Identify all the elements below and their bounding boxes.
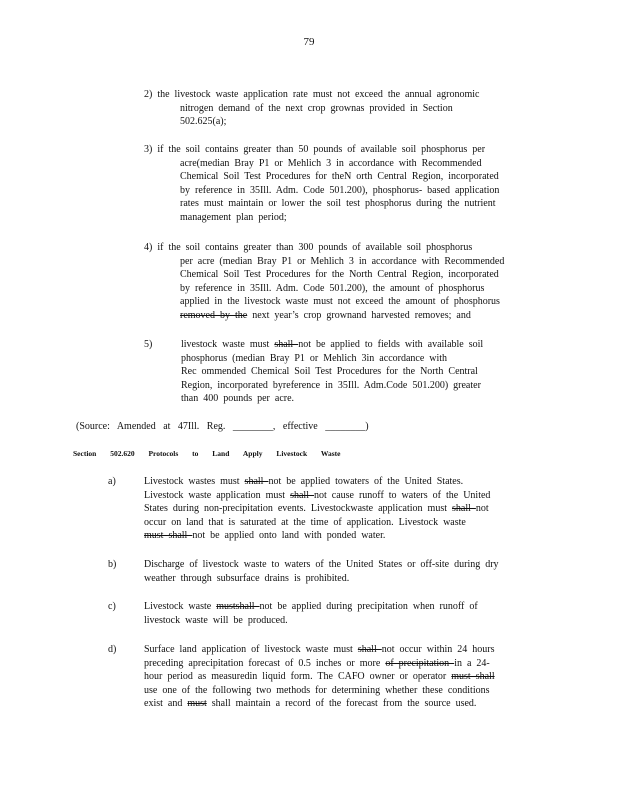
text-line xyxy=(144,502,544,516)
text-line xyxy=(144,157,544,171)
subsection-c xyxy=(144,600,544,627)
text-run: per acre (median Bray P1 or Mehlich 3 in accordance with Recommended xyxy=(180,255,505,267)
text-line xyxy=(144,184,544,198)
text-line xyxy=(144,309,544,323)
struck-text: shall xyxy=(274,339,299,350)
text-run: use one of the following two methods for determining whether these conditions xyxy=(144,684,490,696)
text-run: livestock waste will be produced. xyxy=(144,614,288,626)
text-run: by reference in 35Ill. Adm. Code 501.200), phosphorus- based application xyxy=(180,184,500,196)
text-line xyxy=(144,600,544,614)
text-line xyxy=(144,643,544,657)
text-line xyxy=(144,697,544,711)
text-line xyxy=(144,295,544,309)
text-line xyxy=(144,102,544,116)
text-run: occur on land that is saturated at the time of application. Livestock waste xyxy=(144,516,466,528)
subsection-a-label: a) xyxy=(108,476,116,487)
text-run: livestock waste must xyxy=(181,339,275,350)
text-line xyxy=(144,268,544,282)
list-item-4 xyxy=(144,241,544,323)
struck-text: shall xyxy=(290,489,314,501)
text-run: States during non-precipitation events. Livestockwaste application must xyxy=(144,503,452,515)
text-run: not be applied to fields with available soil xyxy=(298,339,484,350)
text-line xyxy=(144,558,544,572)
text-line xyxy=(144,88,544,102)
text-run: not be applied during precipitation when runoff of xyxy=(259,601,478,612)
text-run: not be applied onto land with ponded water. xyxy=(192,530,386,542)
text-line xyxy=(181,392,541,406)
text-line xyxy=(144,670,544,684)
struck-text: shall xyxy=(452,503,476,515)
list-item-5 xyxy=(181,338,541,406)
text-run: by reference in 35Ill. Adm. Code 501.200), the amount of phosphorus xyxy=(180,282,485,294)
text-line xyxy=(144,657,544,671)
text-run: weather through subsurface drains is prohibited. xyxy=(144,572,350,584)
list-item-5-number: 5) xyxy=(144,339,153,350)
text-run: not xyxy=(475,503,489,515)
text-line xyxy=(144,197,544,211)
text-run: applied in the livestock waste must not exceed the amount of phosphorus xyxy=(180,296,500,308)
struck-text: mustshall xyxy=(216,601,260,612)
struck-text: must shall xyxy=(144,530,193,542)
text-run: 3) if the soil contains greater than 50 pounds of available soil phosphorus per xyxy=(144,144,486,155)
text-line xyxy=(181,365,541,379)
text-run: rates must maintain or lower the soil test phosphorus during the nutrient xyxy=(180,198,496,210)
struck-text: shall xyxy=(357,644,382,655)
struck-text: must xyxy=(187,698,207,710)
text-line xyxy=(144,170,544,184)
page-number: 79 xyxy=(303,36,315,48)
struck-text: of precipitation xyxy=(385,657,455,669)
text-line xyxy=(144,115,544,129)
text-run: phosphorus (median Bray P1 or Mehlich 3in accordance with xyxy=(181,352,448,364)
subsection-b-label: b) xyxy=(108,559,117,570)
list-item-2 xyxy=(144,88,544,129)
subsection-d xyxy=(144,643,544,711)
text-run: acre(median Bray P1 or Mehlich 3 in accordance with Recommended xyxy=(180,157,482,169)
source-note: (Source: Amended at 47Ill. Reg. ________, effective ________) xyxy=(76,421,369,432)
text-line xyxy=(144,241,544,255)
text-line xyxy=(144,614,544,628)
text-run: Discharge of livestock waste to waters of the United States or off-site during dry xyxy=(144,559,499,570)
text-line xyxy=(181,352,541,366)
subsection-a xyxy=(144,475,544,543)
text-run: Region, incorporated byreference in 35Ill. Adm.Code 501.200) greater xyxy=(181,379,481,391)
text-line xyxy=(144,529,544,543)
text-line xyxy=(144,516,544,530)
text-line xyxy=(144,475,544,489)
text-line xyxy=(144,143,544,157)
text-line xyxy=(144,211,544,225)
text-line xyxy=(144,684,544,698)
text-run: hour period as measuredin liquid form. The CAFO owner or operator xyxy=(144,671,452,683)
subsection-c-label: c) xyxy=(108,601,116,612)
subsection-b xyxy=(144,558,544,585)
text-run: not cause runoff to waters of the United xyxy=(313,489,491,501)
text-run: Chemical Soil Test Procedures for theN orth Central Region, incorporated xyxy=(180,171,499,183)
text-line xyxy=(181,379,541,393)
struck-text: removed by the xyxy=(180,309,248,321)
text-run: exist and xyxy=(144,698,188,710)
text-run: not occur within 24 hours xyxy=(381,644,495,655)
text-run: Rec ommended Chemical Soil Test Procedures for the North Central xyxy=(181,366,478,378)
subsection-d-label: d) xyxy=(108,644,117,655)
text-run: shall maintain a record of the forecast from the source used. xyxy=(206,698,477,710)
text-run: Livestock waste application must xyxy=(144,489,291,501)
text-line xyxy=(144,489,544,503)
text-run: Surface land application of livestock waste must xyxy=(144,644,358,655)
struck-text: shall xyxy=(244,476,269,487)
list-item-3 xyxy=(144,143,544,225)
text-run: than 400 pounds per acre. xyxy=(181,393,295,405)
text-line xyxy=(181,338,541,352)
text-run: not be applied towaters of the United States. xyxy=(268,476,464,487)
text-run: 502.625(a); xyxy=(180,116,227,128)
text-run: 4) if the soil contains greater than 300 pounds of available soil phosphorus xyxy=(144,242,473,253)
text-line xyxy=(144,572,544,586)
text-run: management plan period; xyxy=(180,211,287,223)
text-run: nitrogen demand of the next crop grownas provided in Section xyxy=(180,102,453,114)
text-run: next year’s crop grownand harvested removes; and xyxy=(247,309,471,321)
text-run: Livestock waste xyxy=(144,601,217,612)
text-run: preceding aprecipitation forecast of 0.5 inches or more xyxy=(144,657,386,669)
text-run: Chemical Soil Test Procedures for the North Central Region, incorporated xyxy=(180,269,499,281)
struck-text: must shall xyxy=(451,671,495,683)
text-run: Livestock wastes must xyxy=(144,476,245,487)
section-header: Section 502.620 Protocols to Land Apply Livestock Waste xyxy=(73,449,341,458)
text-line xyxy=(144,282,544,296)
text-line xyxy=(144,255,544,269)
text-run: 2) the livestock waste application rate must not exceed the annual agronomic xyxy=(144,89,480,100)
text-run: in a 24- xyxy=(454,657,490,669)
